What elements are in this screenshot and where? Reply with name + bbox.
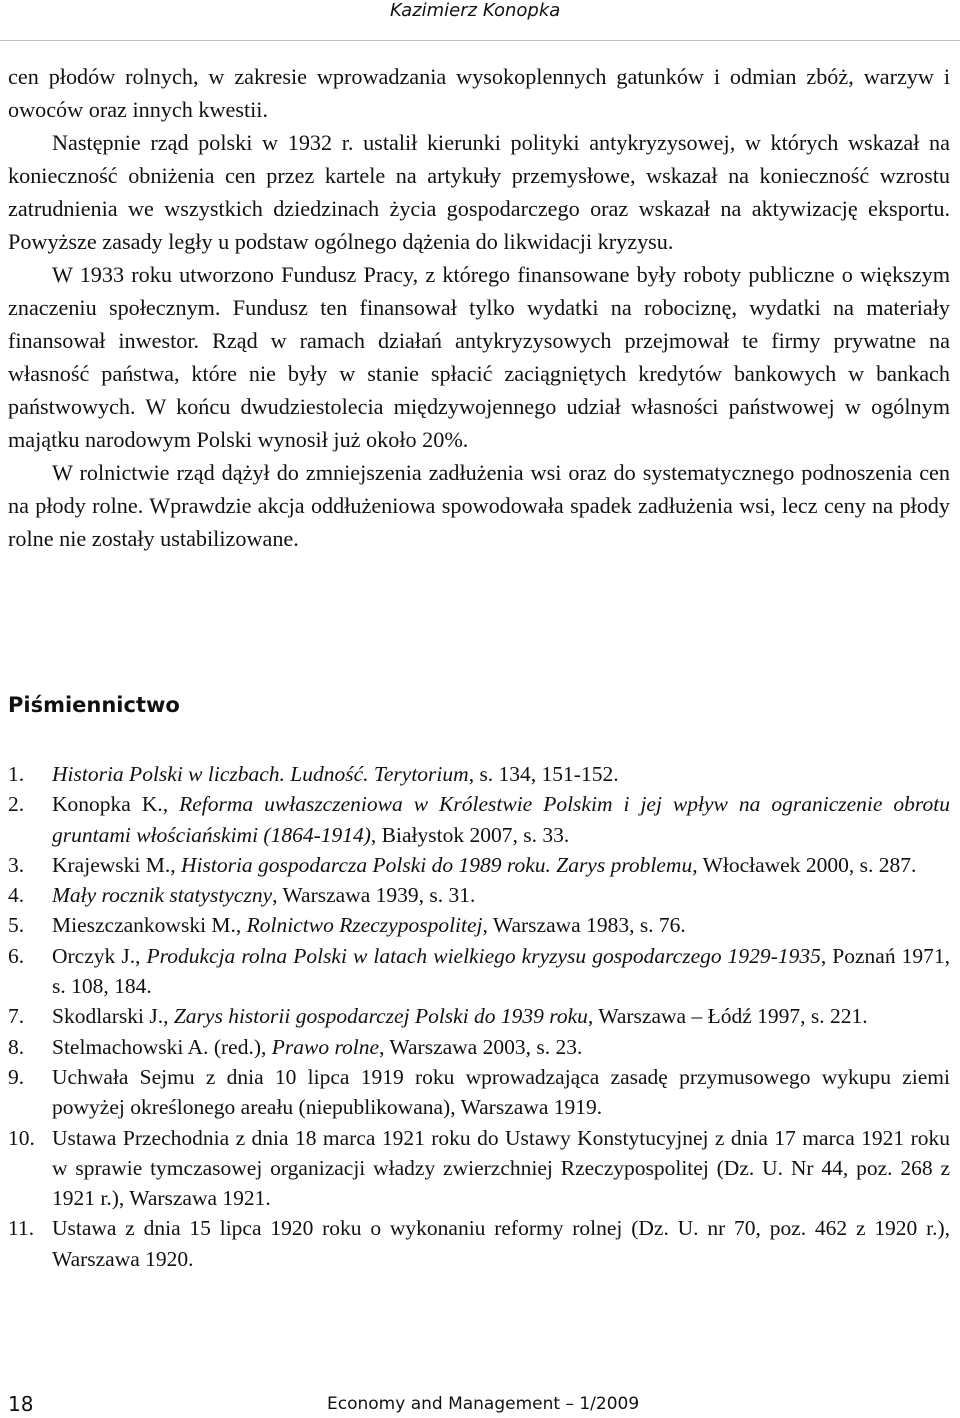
header-divider <box>0 40 960 41</box>
item-details: , Warszawa – Łódź 1997, s. 221. <box>587 1004 868 1029</box>
item-details: , Poznań 1971, s. 108, 184. <box>52 943 951 999</box>
paragraph: Następnie rząd polski w 1932 r. ustalił kierunki polityki antykryzysowej, w których wskazał na konieczność obniżenia cen przez kartele na artykuły przemysłowe, wskazał na konieczność wzrostu zatrudnienia we wszystkich dziedzinach życia gospodarczego oraz wskazał na aktywizację eksportu. Powyższe zasady legły u podstaw ogólnego dążenia do likwidacji kryzysu. <box>8 130 950 254</box>
item-number: 7. <box>8 1004 25 1029</box>
bibliography-item <box>8 1032 950 1062</box>
bibliography-list <box>8 759 950 1274</box>
bibliography-item <box>8 1213 950 1274</box>
header-author: Kazimierz Konopka <box>390 0 561 21</box>
item-number: 11. <box>8 1216 35 1241</box>
page-footer <box>0 1388 960 1418</box>
journal-title: Economy and Management – 1/2009 <box>327 1394 640 1414</box>
paragraph: cen płodów rolnych, w zakresie wprowadzania wysokoplennych gatunków i odmian zbóż, warzyw i owoców oraz innych kwestii. <box>8 64 950 122</box>
item-number: 8. <box>8 1034 25 1059</box>
item-title: Mały rocznik statystyczny <box>52 883 273 908</box>
item-author: Skodlarski J., <box>52 1004 174 1029</box>
item-text: Ustawa Przechodnia z dnia 18 marca 1921 roku do Ustawy Konstytucyjnej z dnia 17 marca 1921 roku w sprawie tymczasowej organizacji władzy zwierzchniej Rzeczypospolitej (Dz. U. Nr 44, poz. 268 z 1921 r.), Warszawa 1921. <box>52 1125 950 1211</box>
bibliography-item <box>8 1001 950 1031</box>
bibliography-item <box>8 850 950 880</box>
item-author: Konopka K., <box>52 792 180 817</box>
item-details: , Białystok 2007, s. 33. <box>370 822 570 847</box>
item-title: Rolnictwo Rzeczypospolitej <box>246 913 483 938</box>
page-number: 18 <box>8 1392 34 1416</box>
item-title: Historia gospodarcza Polski do 1989 roku. Zarys problemu <box>180 852 693 877</box>
main-text <box>8 60 950 555</box>
item-title: Prawo rolne <box>271 1034 380 1059</box>
item-number: 1. <box>8 762 25 786</box>
bibliography-item <box>8 759 950 789</box>
item-title: Produkcja rolna Polski w latach wielkiego kryzysu gospodarczego 1929-1935 <box>146 943 821 968</box>
item-author: Orczyk J., <box>52 943 147 968</box>
item-title: Historia Polski w liczbach. Ludność. Terytorium <box>52 762 469 786</box>
item-number: 3. <box>8 852 25 877</box>
bibliography-heading: Piśmiennictwo <box>8 693 180 717</box>
item-number: 2. <box>8 792 25 817</box>
item-details: , Warszawa 1939, s. 31. <box>272 883 476 908</box>
paragraph: W rolnictwie rząd dążył do zmniejszenia zadłużenia wsi oraz do systematycznego podnoszenia cen na płody rolne. Wprawdzie akcja oddłużeniowa spowodowała spadek zadłużenia wsi, lecz ceny na płody rolne nie zostały ustabilizowane. <box>8 460 950 551</box>
item-title: Zarys historii gospodarczej Polski do 1939 roku <box>173 1004 588 1029</box>
bibliography-item <box>8 880 950 910</box>
item-text: Uchwała Sejmu z dnia 10 lipca 1919 roku wprowadzająca zasadę przymusowego wykupu ziemi powyżej określonego areału (niepublikowana), Warszawa 1919. <box>52 1064 950 1120</box>
item-details: , Warszawa 2003, s. 23. <box>379 1034 583 1059</box>
item-details: , s. 134, 151-152. <box>468 762 619 786</box>
item-number: 5. <box>8 913 25 938</box>
item-title: Reforma uwłaszczeniowa w Królestwie Polskim i jej wpływ na ograniczenie obrotu gruntami włościańskimi (1864-1914) <box>52 792 950 847</box>
item-number: 10. <box>8 1125 35 1150</box>
item-author: Stelmachowski A. (red.), <box>52 1034 272 1059</box>
bibliography-item <box>8 789 950 850</box>
bibliography-item <box>8 910 950 940</box>
item-author: Mieszczankowski M., <box>52 913 247 938</box>
item-number: 4. <box>8 883 25 908</box>
bibliography-item <box>8 941 950 1002</box>
item-author: Krajewski M., <box>52 852 181 877</box>
item-details: , Włocławek 2000, s. 287. <box>692 852 917 877</box>
paragraph: W 1933 roku utworzono Fundusz Pracy, z którego finansowane były roboty publiczne o większym znaczeniu społecznym. Fundusz ten finansował tylko wydatki na robociznę, wydatki na materiały finansował inwestor. Rząd w ramach działań antykryzysowych przejmował te firmy prywatne na własność państwa, które nie były w stanie spłacić zaciągniętych kredytów bankowych w bankach państwowych. W końcu dwudziestolecia międzywojennego udział własności państwowej w ogólnym majątku narodowym Polski wynosił już około 20%. <box>8 262 950 452</box>
bibliography-item <box>8 1062 950 1123</box>
bibliography-item <box>8 1123 950 1214</box>
item-text: Ustawa z dnia 15 lipca 1920 roku o wykonaniu reformy rolnej (Dz. U. nr 70, poz. 462 z 1920 r.), Warszawa 1920. <box>52 1216 950 1271</box>
item-number: 6. <box>8 943 25 968</box>
item-details: , Warszawa 1983, s. 76. <box>482 913 686 938</box>
item-number: 9. <box>8 1064 25 1089</box>
